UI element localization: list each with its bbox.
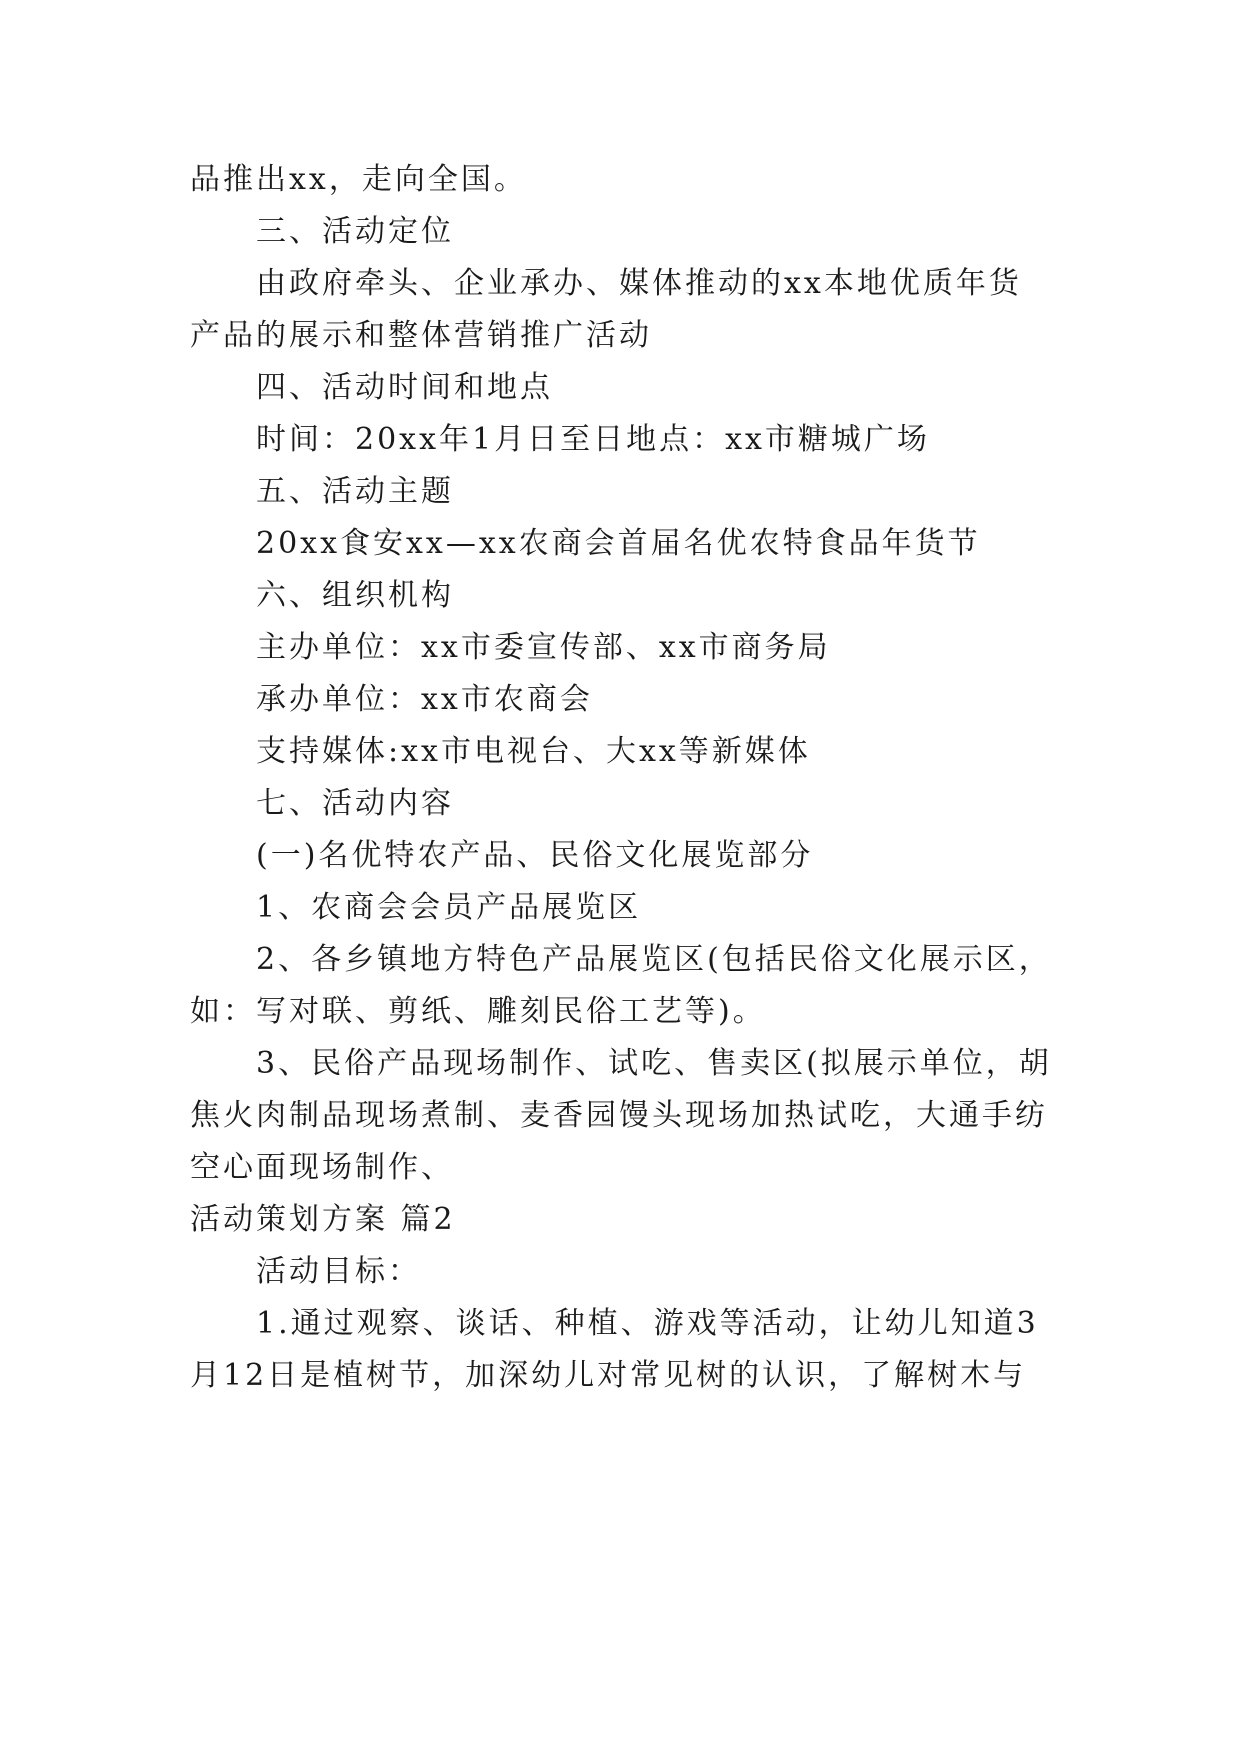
text-line: 支持媒体:xx市电视台、大xx等新媒体 — [256, 734, 811, 769]
document-heading: 活动策划方案 篇2 — [190, 1202, 456, 1237]
list-item: 2、各乡镇地方特色产品展览区(包括民俗文化展示区， — [256, 942, 1052, 977]
section-heading: 七、活动内容 — [256, 786, 454, 821]
text-line: 焦火肉制品现场煮制、麦香园馒头现场加热试吃，大通手纺 — [190, 1098, 1048, 1133]
list-item: 3、民俗产品现场制作、试吃、售卖区(拟展示单位，胡 — [256, 1046, 1052, 1081]
text-line: 20xx食安xx—xx农商会首届名优农特食品年货节 — [256, 526, 981, 561]
section-heading: 四、活动时间和地点 — [256, 370, 553, 405]
list-item: 1、农商会会员产品展览区 — [256, 890, 642, 925]
text-line: 由政府牵头、企业承办、媒体推动的xx本地优质年货 — [256, 266, 1022, 301]
section-heading: 六、组织机构 — [256, 578, 454, 613]
section-heading: 五、活动主题 — [256, 474, 454, 509]
text-line: 承办单位：xx市农商会 — [256, 682, 593, 717]
text-line: 时间：20xx年1月日至日地点：xx市糖城广场 — [256, 422, 930, 457]
text-line: 主办单位：xx市委宣传部、xx市商务局 — [256, 630, 831, 665]
text-line: 月12日是植树节，加深幼儿对常见树的认识，了解树木与 — [190, 1358, 1027, 1393]
text-line: 品推出xx，走向全国。 — [190, 162, 527, 197]
list-item: 1.通过观察、谈话、种植、游戏等活动，让幼儿知道3 — [256, 1306, 1039, 1341]
section-heading: 活动目标： — [256, 1254, 421, 1289]
text-line: 产品的展示和整体营销推广活动 — [190, 318, 652, 353]
text-line: 如：写对联、剪纸、雕刻民俗工艺等)。 — [190, 994, 766, 1029]
section-heading: 三、活动定位 — [256, 214, 454, 249]
text-line: 空心面现场制作、 — [190, 1150, 454, 1185]
subsection-heading: (一)名优特农产品、民俗文化展览部分 — [256, 838, 814, 873]
